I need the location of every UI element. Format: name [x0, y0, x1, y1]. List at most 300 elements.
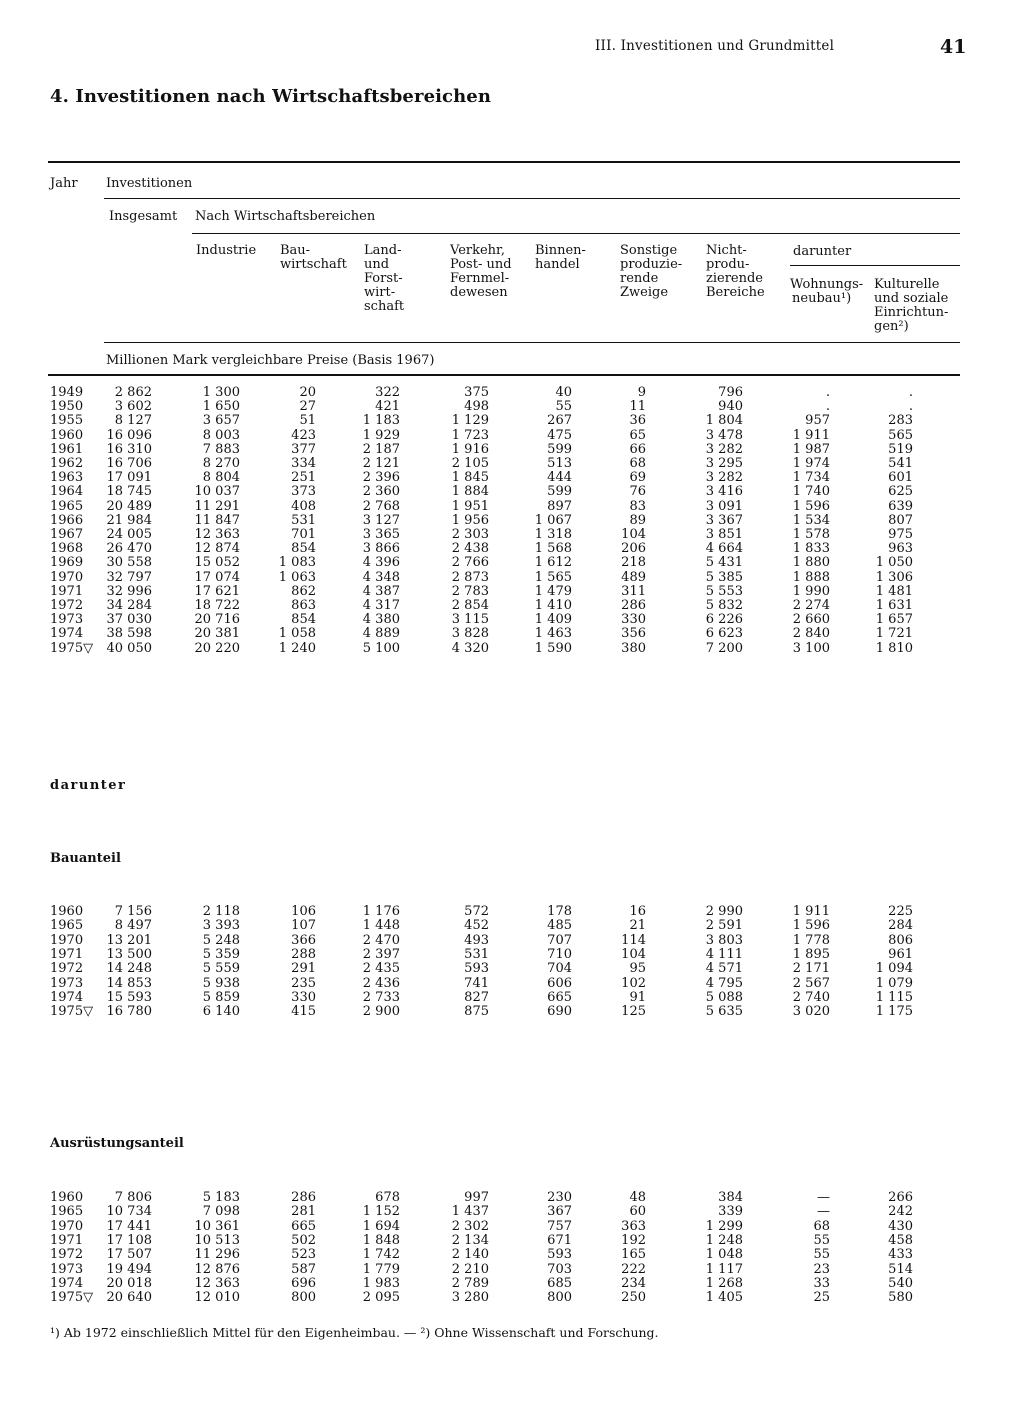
table-row [0, 1205, 1024, 1219]
cell-insgesamt: 26 470 [106, 541, 152, 557]
cell-verkehr: 1 884 [451, 484, 489, 500]
cell-insgesamt: 24 005 [106, 527, 152, 542]
cell-binnenhandel: 444 [547, 470, 572, 486]
cell-land-forst: 322 [375, 385, 400, 400]
cell-kulturelle: 225 [888, 904, 913, 919]
cell-year: 1973 [50, 612, 84, 628]
cell-verkehr: 827 [464, 989, 489, 1005]
cell-nichtproduzierende: 1 299 [705, 1218, 743, 1234]
cell-kulturelle: 1 631 [875, 598, 913, 613]
cell-sonstige: 66 [629, 441, 646, 457]
cell-bauwirtschaft: 531 [291, 512, 316, 528]
cell-binnenhandel: 690 [547, 1004, 572, 1020]
cell-wohnungsbau: 1 734 [792, 470, 830, 486]
header-industrie: Industrie [196, 243, 257, 258]
cell-verkehr: 1 437 [451, 1204, 489, 1220]
cell-wohnungsbau: 2 840 [792, 626, 830, 642]
cell-sonstige: 102 [621, 975, 646, 991]
cell-industrie: 18 722 [194, 598, 240, 613]
cell-land-forst: 2 397 [362, 946, 400, 962]
cell-insgesamt: 13 500 [106, 946, 152, 962]
cell-sonstige: 286 [621, 598, 646, 613]
cell-land-forst: 1 742 [362, 1247, 400, 1263]
cell-insgesamt: 3 602 [114, 399, 152, 415]
cell-sonstige: 16 [629, 904, 646, 919]
cell-sonstige: 68 [629, 456, 646, 471]
cell-binnenhandel: 1 410 [534, 598, 572, 613]
cell-industrie: 5 938 [202, 975, 240, 991]
cell-nichtproduzierende: 3 091 [705, 498, 743, 514]
cell-kulturelle: 565 [888, 427, 913, 443]
cell-kulturelle: 458 [888, 1232, 913, 1248]
cell-nichtproduzierende: 4 795 [705, 975, 743, 991]
cell-binnenhandel: 599 [547, 484, 572, 500]
table-row [0, 919, 1024, 933]
cell-nichtproduzierende: 3 295 [705, 456, 743, 471]
cell-industrie: 7 098 [202, 1204, 240, 1220]
cell-insgesamt: 20 640 [106, 1290, 152, 1306]
cell-year: 1965 [50, 498, 84, 514]
cell-land-forst: 4 396 [362, 555, 400, 571]
cell-year: 1970 [50, 1218, 84, 1234]
header-investitionen: Investitionen [106, 176, 193, 191]
table-row [0, 1263, 1024, 1277]
cell-nichtproduzierende: 796 [718, 385, 743, 400]
cell-year: 1960 [50, 904, 84, 919]
cell-verkehr: 2 302 [451, 1218, 489, 1234]
cell-nichtproduzierende: 4 111 [705, 946, 743, 962]
cell-binnenhandel: 267 [547, 413, 572, 429]
cell-verkehr: 1 916 [451, 441, 489, 457]
cell-kulturelle: 1 050 [875, 555, 913, 571]
cell-year: 1955 [50, 413, 84, 429]
table-row [0, 457, 1024, 471]
cell-sonstige: 356 [621, 626, 646, 642]
cell-verkehr: 875 [464, 1004, 489, 1020]
table-row [0, 1248, 1024, 1262]
cell-insgesamt: 19 494 [106, 1261, 152, 1277]
cell-wohnungsbau: . [825, 399, 830, 415]
cell-insgesamt: 13 201 [106, 932, 152, 948]
cell-land-forst: 2 436 [362, 975, 400, 991]
cell-insgesamt: 14 853 [106, 975, 152, 991]
cell-sonstige: 165 [621, 1247, 646, 1263]
cell-bauwirtschaft: 665 [291, 1218, 316, 1234]
footnote: ¹) Ab 1972 einschließlich Mittel für den Eigenheimbau. — ²) Ohne Wissenschaft und Forschung. [50, 1325, 659, 1340]
main-table [0, 386, 1024, 666]
cell-year: 1971 [50, 946, 84, 962]
cell-insgesamt: 16 706 [106, 456, 152, 471]
cell-bauwirtschaft: 800 [291, 1290, 316, 1306]
table-row [0, 1220, 1024, 1234]
cell-verkehr: 3 115 [451, 612, 489, 628]
table-row [0, 627, 1024, 641]
cell-industrie: 5 559 [202, 961, 240, 977]
section-title: 4. Investitionen nach Wirtschaftsbereichen [50, 86, 492, 107]
cell-industrie: 17 621 [194, 583, 240, 599]
cell-land-forst: 4 889 [362, 626, 400, 642]
cell-verkehr: 4 320 [451, 640, 489, 656]
cell-binnenhandel: 55 [555, 399, 572, 415]
cell-kulturelle: 1 481 [875, 583, 913, 599]
cell-nichtproduzierende: 1 248 [705, 1232, 743, 1248]
cell-land-forst: 2 733 [362, 989, 400, 1005]
cell-nichtproduzierende: 5 553 [705, 583, 743, 599]
cell-sonstige: 91 [629, 989, 646, 1005]
header-bauwirtschaft: Bau- wirtschaft [280, 243, 347, 272]
cell-bauwirtschaft: 696 [291, 1275, 316, 1291]
cell-sonstige: 222 [621, 1261, 646, 1277]
table-row [0, 556, 1024, 570]
cell-insgesamt: 32 996 [106, 583, 152, 599]
cell-land-forst: 1 183 [362, 413, 400, 429]
cell-industrie: 12 363 [194, 1275, 240, 1291]
cell-industrie: 5 248 [202, 932, 240, 948]
cell-industrie: 2 118 [202, 904, 240, 919]
cell-insgesamt: 17 441 [106, 1218, 152, 1234]
cell-industrie: 20 220 [194, 640, 240, 656]
rule-under-investitionen [104, 198, 960, 199]
cell-binnenhandel: 665 [547, 989, 572, 1005]
cell-industrie: 20 716 [194, 612, 240, 628]
cell-verkehr: 2 140 [451, 1247, 489, 1263]
cell-kulturelle: 540 [888, 1275, 913, 1291]
cell-sonstige: 363 [621, 1218, 646, 1234]
cell-binnenhandel: 606 [547, 975, 572, 991]
cell-verkehr: 1 723 [451, 427, 489, 443]
cell-industrie: 5 359 [202, 946, 240, 962]
cell-sonstige: 60 [629, 1204, 646, 1220]
cell-year: 1966 [50, 512, 84, 528]
table-row [0, 905, 1024, 919]
header-jahr: Jahr [50, 176, 78, 191]
rule-under-darunter [790, 265, 960, 266]
cell-wohnungsbau: 1 880 [792, 555, 830, 571]
cell-sonstige: 76 [629, 484, 646, 500]
cell-bauwirtschaft: 587 [291, 1261, 316, 1277]
cell-verkehr: 3 828 [451, 626, 489, 642]
cell-land-forst: 1 983 [362, 1275, 400, 1291]
cell-wohnungsbau: 25 [813, 1290, 830, 1306]
cell-land-forst: 3 127 [362, 512, 400, 528]
cell-nichtproduzierende: 1 405 [705, 1290, 743, 1306]
table-row [0, 991, 1024, 1005]
cell-verkehr: 493 [464, 932, 489, 948]
table-row [0, 1234, 1024, 1248]
cell-sonstige: 104 [621, 527, 646, 542]
unit-line: Millionen Mark vergleichbare Preise (Basis 1967) [106, 353, 435, 368]
cell-wohnungsbau: . [825, 385, 830, 400]
cell-sonstige: 234 [621, 1275, 646, 1291]
cell-year: 1970 [50, 569, 84, 585]
cell-wohnungsbau: 1 534 [792, 512, 830, 528]
cell-verkehr: 2 854 [451, 598, 489, 613]
cell-verkehr: 1 845 [451, 470, 489, 486]
cell-land-forst: 1 176 [362, 904, 400, 919]
cell-kulturelle: 430 [888, 1218, 913, 1234]
cell-binnenhandel: 475 [547, 427, 572, 443]
cell-binnenhandel: 593 [547, 1247, 572, 1263]
cell-land-forst: 2 435 [362, 961, 400, 977]
cell-year: 1965 [50, 918, 84, 934]
cell-binnenhandel: 40 [555, 385, 572, 400]
cell-industrie: 10 037 [194, 484, 240, 500]
cell-wohnungsbau: 1 740 [792, 484, 830, 500]
cell-year: 1949 [50, 385, 84, 400]
cell-bauwirtschaft: 107 [291, 918, 316, 934]
running-head: III. Investitionen und Grundmittel [595, 38, 835, 54]
cell-bauwirtschaft: 330 [291, 989, 316, 1005]
cell-land-forst: 2 900 [362, 1004, 400, 1020]
cell-bauwirtschaft: 366 [291, 932, 316, 948]
cell-kulturelle: 266 [888, 1190, 913, 1205]
cell-year: 1972 [50, 598, 84, 613]
table-row [0, 386, 1024, 400]
table-row [0, 642, 1024, 656]
cell-binnenhandel: 800 [547, 1290, 572, 1306]
cell-year: 1975▽ [50, 1290, 94, 1306]
cell-year: 1962 [50, 456, 84, 471]
cell-kulturelle: 1 175 [875, 1004, 913, 1020]
cell-binnenhandel: 707 [547, 932, 572, 948]
cell-binnenhandel: 599 [547, 441, 572, 457]
cell-wohnungsbau: 1 596 [792, 918, 830, 934]
cell-industrie: 10 513 [194, 1232, 240, 1248]
cell-binnenhandel: 230 [547, 1190, 572, 1205]
header-binnenhandel: Binnen- handel [535, 243, 586, 272]
cell-wohnungsbau: 2 567 [792, 975, 830, 991]
cell-bauwirtschaft: 854 [291, 612, 316, 628]
cell-land-forst: 4 380 [362, 612, 400, 628]
header-wohnungsbau: Wohnungs- neubau¹) [790, 277, 864, 306]
cell-year: 1950 [50, 399, 84, 415]
cell-binnenhandel: 671 [547, 1232, 572, 1248]
cell-year: 1974 [50, 989, 84, 1005]
cell-binnenhandel: 897 [547, 498, 572, 514]
cell-nichtproduzierende: 5 088 [705, 989, 743, 1005]
table-row [0, 514, 1024, 528]
bauanteil-label: Bauanteil [50, 851, 121, 866]
cell-bauwirtschaft: 408 [291, 498, 316, 514]
table-row [0, 977, 1024, 991]
cell-nichtproduzierende: 1 268 [705, 1275, 743, 1291]
cell-kulturelle: 283 [888, 413, 913, 429]
cell-kulturelle: 433 [888, 1247, 913, 1263]
cell-land-forst: 3 866 [362, 541, 400, 557]
cell-bauwirtschaft: 423 [291, 427, 316, 443]
ausruestungsanteil-table [0, 1191, 1024, 1311]
cell-bauwirtschaft: 291 [291, 961, 316, 977]
cell-nichtproduzierende: 3 416 [705, 484, 743, 500]
cell-year: 1969 [50, 555, 84, 571]
cell-industrie: 11 847 [194, 512, 240, 528]
cell-verkehr: 2 789 [451, 1275, 489, 1291]
cell-insgesamt: 34 284 [106, 598, 152, 613]
cell-nichtproduzierende: 3 282 [705, 470, 743, 486]
cell-nichtproduzierende: 3 478 [705, 427, 743, 443]
cell-land-forst: 1 152 [362, 1204, 400, 1220]
cell-verkehr: 1 956 [451, 512, 489, 528]
cell-wohnungsbau: 2 171 [792, 961, 830, 977]
cell-binnenhandel: 513 [547, 456, 572, 471]
cell-bauwirtschaft: 286 [291, 1190, 316, 1205]
cell-sonstige: 114 [621, 932, 646, 948]
cell-kulturelle: 639 [888, 498, 913, 514]
cell-verkehr: 2 438 [451, 541, 489, 557]
cell-kulturelle: . [908, 385, 913, 400]
cell-kulturelle: 807 [888, 512, 913, 528]
cell-land-forst: 2 095 [362, 1290, 400, 1306]
cell-binnenhandel: 685 [547, 1275, 572, 1291]
cell-sonstige: 95 [629, 961, 646, 977]
cell-year: 1975▽ [50, 1004, 94, 1020]
cell-binnenhandel: 178 [547, 904, 572, 919]
cell-industrie: 20 381 [194, 626, 240, 642]
cell-wohnungsbau: 1 888 [792, 569, 830, 585]
cell-bauwirtschaft: 373 [291, 484, 316, 500]
cell-year: 1967 [50, 527, 84, 542]
table-row [0, 599, 1024, 613]
cell-industrie: 5 859 [202, 989, 240, 1005]
cell-nichtproduzierende: 384 [718, 1190, 743, 1205]
cell-sonstige: 330 [621, 612, 646, 628]
cell-industrie: 5 183 [202, 1190, 240, 1205]
cell-bauwirtschaft: 854 [291, 541, 316, 557]
cell-binnenhandel: 1 612 [534, 555, 572, 571]
cell-sonstige: 125 [621, 1004, 646, 1020]
cell-industrie: 11 291 [194, 498, 240, 514]
cell-nichtproduzierende: 3 282 [705, 441, 743, 457]
cell-sonstige: 104 [621, 946, 646, 962]
table-row [0, 613, 1024, 627]
cell-year: 1974 [50, 1275, 84, 1291]
cell-kulturelle: 1 115 [875, 989, 913, 1005]
cell-nichtproduzierende: 6 623 [705, 626, 743, 642]
cell-wohnungsbau: 55 [813, 1232, 830, 1248]
cell-verkehr: 531 [464, 946, 489, 962]
cell-binnenhandel: 704 [547, 961, 572, 977]
cell-wohnungsbau: 2 660 [792, 612, 830, 628]
cell-insgesamt: 10 734 [106, 1204, 152, 1220]
cell-nichtproduzierende: 1 048 [705, 1247, 743, 1263]
table-row [0, 948, 1024, 962]
cell-kulturelle: 541 [888, 456, 913, 471]
cell-kulturelle: 580 [888, 1290, 913, 1306]
cell-verkehr: 1 129 [451, 413, 489, 429]
table-row [0, 1277, 1024, 1291]
cell-nichtproduzierende: 5 832 [705, 598, 743, 613]
cell-insgesamt: 7 156 [114, 904, 152, 919]
cell-wohnungsbau: 1 990 [792, 583, 830, 599]
header-land-forstwirtschaft: Land- und Forst- wirt- schaft [364, 243, 405, 314]
cell-kulturelle: 1 306 [875, 569, 913, 585]
table-row [0, 1291, 1024, 1305]
table-row [0, 542, 1024, 556]
cell-sonstige: 21 [629, 918, 646, 934]
cell-insgesamt: 7 806 [114, 1190, 152, 1205]
cell-binnenhandel: 703 [547, 1261, 572, 1277]
cell-wohnungsbau: 1 911 [792, 904, 830, 919]
cell-nichtproduzierende: 3 367 [705, 512, 743, 528]
cell-year: 1960 [50, 427, 84, 443]
cell-wohnungsbau: 1 596 [792, 498, 830, 514]
cell-verkehr: 2 303 [451, 527, 489, 542]
cell-insgesamt: 8 127 [114, 413, 152, 429]
cell-wohnungsbau: 1 833 [792, 541, 830, 557]
rule-below-unit [48, 374, 960, 376]
table-row [0, 429, 1024, 443]
table-row [0, 414, 1024, 428]
cell-nichtproduzierende: 2 990 [705, 904, 743, 919]
cell-verkehr: 741 [464, 975, 489, 991]
cell-year: 1975▽ [50, 640, 94, 656]
cell-land-forst: 2 768 [362, 498, 400, 514]
cell-insgesamt: 21 984 [106, 512, 152, 528]
cell-year: 1972 [50, 961, 84, 977]
table-top-rule [48, 161, 960, 163]
cell-sonstige: 36 [629, 413, 646, 429]
cell-wohnungsbau: 2 274 [792, 598, 830, 613]
cell-nichtproduzierende: 7 200 [705, 640, 743, 656]
cell-bauwirtschaft: 288 [291, 946, 316, 962]
cell-land-forst: 2 187 [362, 441, 400, 457]
cell-bauwirtschaft: 377 [291, 441, 316, 457]
cell-kulturelle: 519 [888, 441, 913, 457]
table-row [0, 571, 1024, 585]
cell-land-forst: 4 317 [362, 598, 400, 613]
cell-kulturelle: . [908, 399, 913, 415]
cell-binnenhandel: 367 [547, 1204, 572, 1220]
cell-sonstige: 192 [621, 1232, 646, 1248]
cell-sonstige: 11 [629, 399, 646, 415]
cell-land-forst: 4 387 [362, 583, 400, 599]
table-row [0, 443, 1024, 457]
cell-insgesamt: 16 096 [106, 427, 152, 443]
cell-nichtproduzierende: 2 591 [705, 918, 743, 934]
cell-land-forst: 1 929 [362, 427, 400, 443]
table-row [0, 1191, 1024, 1205]
cell-verkehr: 572 [464, 904, 489, 919]
cell-insgesamt: 18 745 [106, 484, 152, 500]
cell-year: 1973 [50, 975, 84, 991]
cell-nichtproduzierende: 5 385 [705, 569, 743, 585]
cell-land-forst: 3 365 [362, 527, 400, 542]
cell-land-forst: 5 100 [362, 640, 400, 656]
cell-industrie: 8 003 [202, 427, 240, 443]
ausruestungsanteil-label: Ausrüstungsanteil [50, 1136, 184, 1151]
cell-nichtproduzierende: 5 635 [705, 1004, 743, 1020]
cell-bauwirtschaft: 523 [291, 1247, 316, 1263]
cell-insgesamt: 2 862 [114, 385, 152, 400]
cell-insgesamt: 37 030 [106, 612, 152, 628]
cell-insgesamt: 38 598 [106, 626, 152, 642]
cell-insgesamt: 17 091 [106, 470, 152, 486]
cell-land-forst: 421 [375, 399, 400, 415]
cell-industrie: 8 270 [202, 456, 240, 471]
cell-nichtproduzierende: 339 [718, 1204, 743, 1220]
header-sonstige: Sonstige produzie- rende Zweige [620, 243, 683, 300]
cell-industrie: 11 296 [194, 1247, 240, 1263]
cell-nichtproduzierende: 1 804 [705, 413, 743, 429]
cell-verkehr: 2 783 [451, 583, 489, 599]
header-darunter: darunter [793, 244, 852, 259]
cell-verkehr: 2 873 [451, 569, 489, 585]
cell-binnenhandel: 1 590 [534, 640, 572, 656]
cell-land-forst: 2 396 [362, 470, 400, 486]
cell-insgesamt: 17 507 [106, 1247, 152, 1263]
cell-land-forst: 1 779 [362, 1261, 400, 1277]
table-row [0, 400, 1024, 414]
